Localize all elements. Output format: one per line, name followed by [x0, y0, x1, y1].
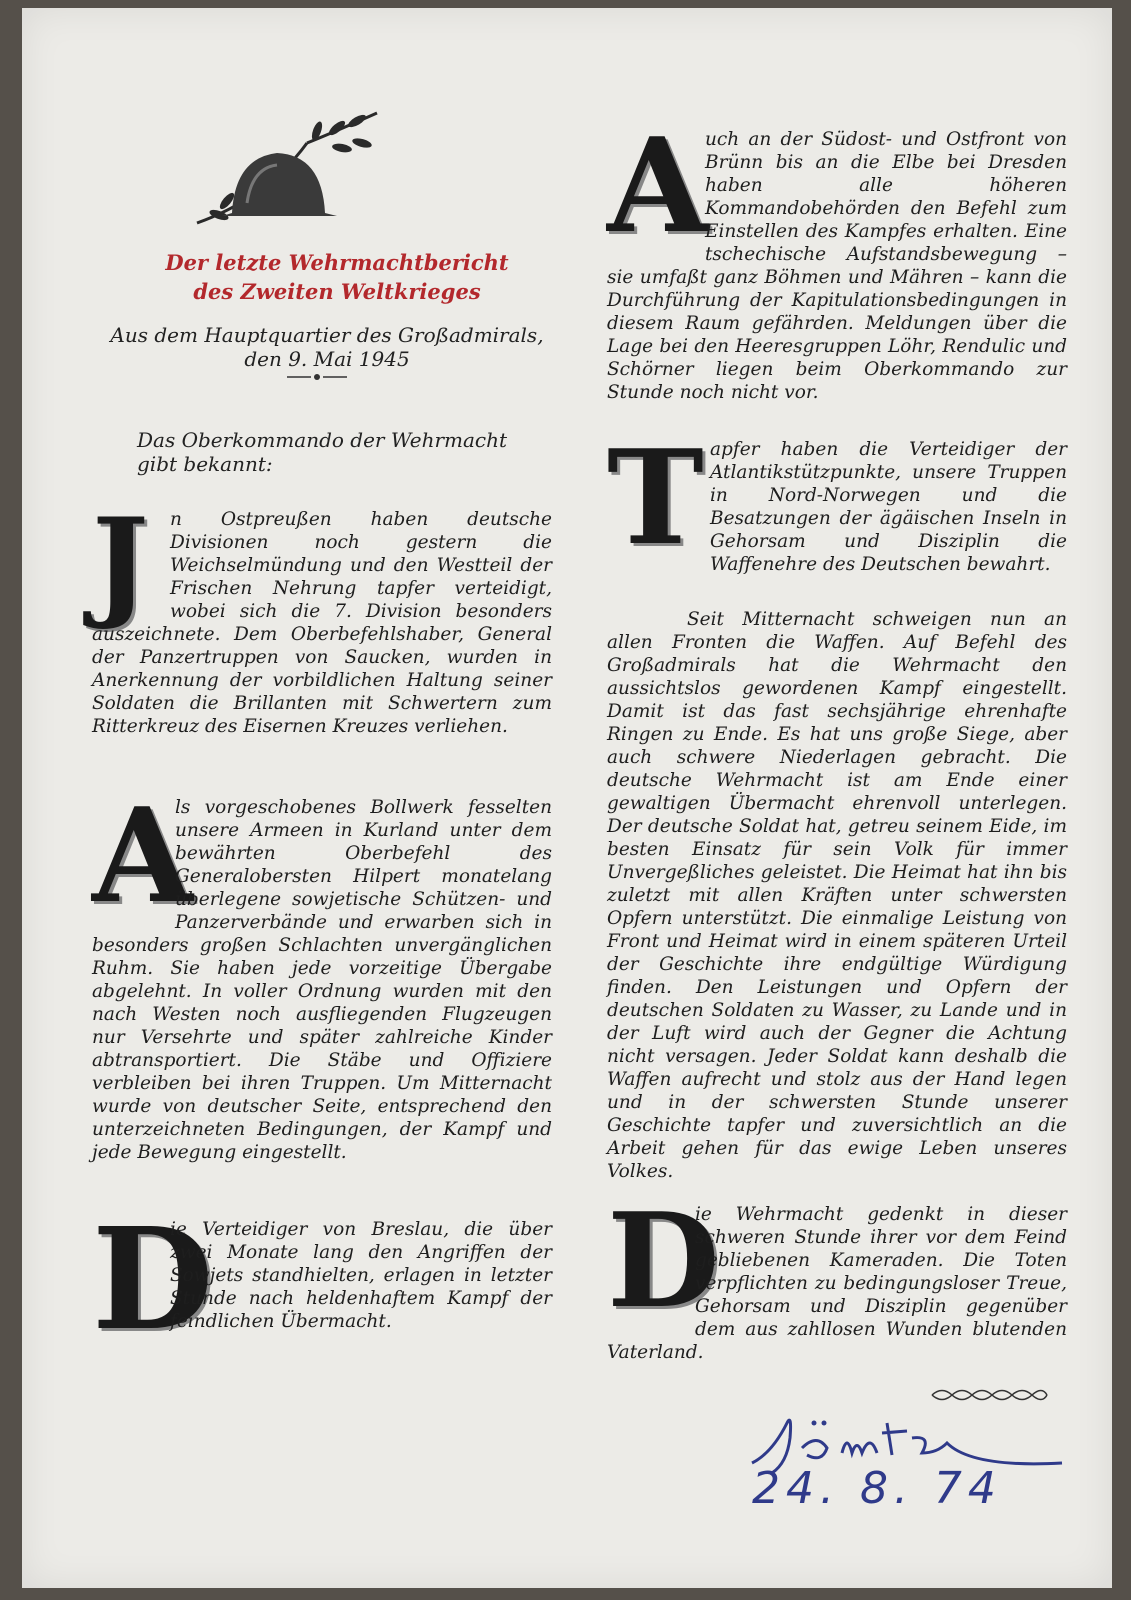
drop-cap: D [92, 1198, 214, 1362]
title-line-2: des Zweiten Weltkrieges [193, 279, 481, 304]
paragraph-text: apfer haben die Verteidiger der Atlantikstützpunkte, unsere Truppen in Nord-Norwegen und die Besatzungen der ägäischen Inseln in Gehorsam und Disziplin die Waffenehre des Deutschen bewahrt. [710, 439, 1067, 575]
drop-cap: D [607, 1184, 720, 1337]
divider-ornament-icon [287, 371, 347, 383]
paragraph-text: ie Verteidiger von Breslau, die über zwei Monate lang den Angriffen der Sowjets standhielten, erlagen in letzter Stunde nach heldenhaftem Kampf der feindlichen Übermacht. [170, 1219, 552, 1332]
signature-date: 24. 8. 74 [752, 1463, 1002, 1514]
drop-cap: A [92, 779, 193, 932]
paragraph-atlantik [607, 421, 1067, 576]
title-line-1: Der letzte Wehrmachtbericht [165, 250, 509, 275]
paragraph-breslau [92, 1198, 552, 1362]
paragraph-text: uch an der Südost- und Ostfront von Brünn bis an die Elbe bei Dresden haben alle höheren Kommandobehörden den Befehl zum Einstellen des Kampfes erhalten. Eine tschechische Aufstandsbewegung – sie umfaßt ganz Böhmen und Mähren – kann die Durchführung der Kapitulationsbedingungen in diesem Raum gefährden. Meldungen über die Lage bei den Heeresgruppen Löhr, Rendulic und Schörner liegen beim Oberkommando zur Stunde noch nicht vor. [607, 129, 1067, 403]
drop-cap: T [607, 421, 704, 574]
helmet-laurel-icon [157, 103, 387, 233]
paragraph-text: ls vorgeschobenes Bollwerk fesselten unsere Armeen in Kurland unter dem bewährten Oberbefehl des Generaloberstеn Hilpert monatelang überlegene sowjetische Schützen- und Panzerverbände und erwarben sich in besonders großen Schlachten unvergänglichen Ruhm. Sie haben jede vorzeitige Übergabe abgelehnt. In voller Ordnung wurden mit den nach Westen noch ausfliegenden Flugzeugen nur Versehrte und später zahlreiche Kinder abtransportiert. Die Stäbe und Offiziere verbleiben bei ihren Truppen. Um Mitternacht wurde von deutscher Seite, entsprechend den unterzeichneten Bedingungen, der Kampf und jede Bewegung eingestellt. [92, 797, 552, 1163]
paragraph-ostpreussen [92, 492, 552, 738]
origin-line: Aus dem Hauptquartier des Großadmirals, den 9. Mai 1945 [110, 323, 544, 371]
paragraph-mitternacht: Seit Mitternacht schweigen nun an allen Fronten die Waffen. Auf Befehl des Großadmirals hat die Wehrmacht den aussichtslos gewordenen Kampf eingestellt. Damit ist das fast sechsjährige ehrenhafte Ringen zu Ende. Es hat uns große Siege, aber auch schwere Niederlagen gebracht. Die deutsche Wehrmacht ist am Ende einer gewaltigen Übermacht ehrenvoll unterlegen. Der deutsche Soldat hat, getreu seinem Eide, im besten Einsatz für sein Volk für immer Unvergeßliches geleistet. Die Heimat hat ihn bis zuletzt mit allen Kräften unter schwersten Opfern unterstützt. Die einmalige Leistung von Front und Heimat wird in einem späteren Urteil der Geschichte ihre endgültige Würdigung finden. Den Leistungen und Opfern der deutschen Soldaten zu Wasser, zu Lande und in der Luft wird auch der Gegner die Achtung nicht versagen. Jeder Soldat kann deshalb die Waffen aufrecht und stolz aus der Hand legen und in der schwersten Stunde unserer Geschichte tapfer und zuversichtlich an die Arbeit gehen für das ewige Leben unseres Volkes. [607, 609, 1067, 1182]
document-sheet [22, 8, 1112, 1588]
drop-cap: J [92, 492, 149, 633]
announcement: Das Oberkommando der Wehrmacht gibt bekannt: [137, 428, 508, 476]
drop-cap: A [607, 109, 708, 262]
document-title [117, 248, 557, 306]
paragraph-kurland [92, 779, 552, 1164]
paragraph-gedenken [607, 1184, 1067, 1364]
paragraph-text: n Ostpreußen haben deutsche Divisionen noch gestern die Weichselmündung und den Westteil der Frischen Nehrung tapfer verteidigt, wobei sich die 7. Division besonders auszeichnete. Dem Oberbefehlshaber, General der Panzertruppen von Saucken, wurden in Anerkennung der vorbildlichen Haltung seiner Soldaten die Brillanten mit Schwertern zum Ritterkreuz des Eisernen Kreuzes verliehen. [92, 509, 552, 737]
paragraph-text: ie Wehrmacht gedenkt in dieser schweren Stunde ihrer vor dem Feind gebliebenen Kameraden. Die Toten verpflichten zu bedingungsloser Treue, Gehorsam und Disziplin gegenüber dem aus zahllosen Wunden blutenden Vaterland. [607, 1204, 1067, 1363]
paragraph-suedost [607, 109, 1067, 404]
